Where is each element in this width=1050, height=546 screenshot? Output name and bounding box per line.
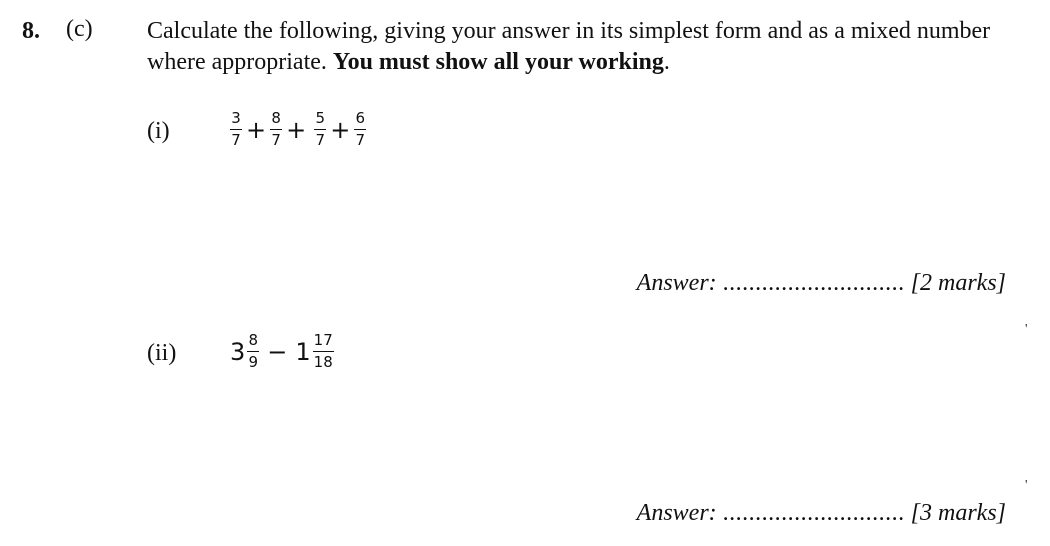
- answer-dots[interactable]: ............................: [722, 500, 905, 526]
- fraction: [270, 110, 282, 149]
- marks-label: [3 marks]: [910, 500, 1006, 526]
- numerator: 3: [230, 110, 242, 130]
- numerator: 6: [354, 110, 366, 130]
- scan-mark: ': [1025, 478, 1028, 493]
- answer-line-i: [637, 270, 1006, 297]
- part-i-expression: [230, 110, 366, 149]
- whole-number: 3: [230, 337, 246, 366]
- instruction-emphasis: You must show all your working: [332, 49, 664, 75]
- part-i-label: (i): [147, 118, 170, 144]
- answer-dots[interactable]: ............................: [722, 270, 905, 296]
- denominator: 7: [355, 131, 366, 149]
- scan-mark: ': [1025, 322, 1028, 337]
- answer-label: Answer:: [636, 270, 717, 296]
- denominator: 18: [313, 353, 333, 371]
- question-number: 8.: [22, 18, 40, 44]
- numerator: 8: [247, 332, 259, 352]
- part-ii-expression: [230, 332, 334, 371]
- numerator: 17: [313, 332, 334, 352]
- instruction-text: Calculate the following, giving your answer in its simplest form and as a mixed number where appropriate.: [147, 18, 991, 75]
- answer-line-ii: [637, 500, 1006, 527]
- instruction-end: .: [663, 49, 670, 75]
- plus-operator: +: [286, 115, 307, 144]
- minus-operator: −: [267, 337, 288, 366]
- answer-label: Answer:: [636, 500, 717, 526]
- fraction: [230, 110, 242, 149]
- part-ii-label: (ii): [147, 340, 177, 366]
- question-part-label: (c): [66, 16, 93, 42]
- fraction: [247, 332, 259, 371]
- numerator: 8: [270, 110, 282, 130]
- denominator: 7: [271, 131, 281, 149]
- denominator: 7: [315, 131, 325, 149]
- fraction: [313, 332, 334, 371]
- plus-operator: +: [246, 115, 267, 144]
- fraction: [314, 110, 326, 149]
- whole-number: 1: [295, 337, 311, 366]
- denominator: 9: [248, 353, 259, 371]
- question-instruction: [147, 16, 1027, 78]
- marks-label: [2 marks]: [910, 270, 1006, 296]
- fraction: [354, 110, 366, 149]
- denominator: 7: [231, 131, 241, 149]
- plus-operator: +: [330, 115, 351, 144]
- numerator: 5: [314, 110, 326, 130]
